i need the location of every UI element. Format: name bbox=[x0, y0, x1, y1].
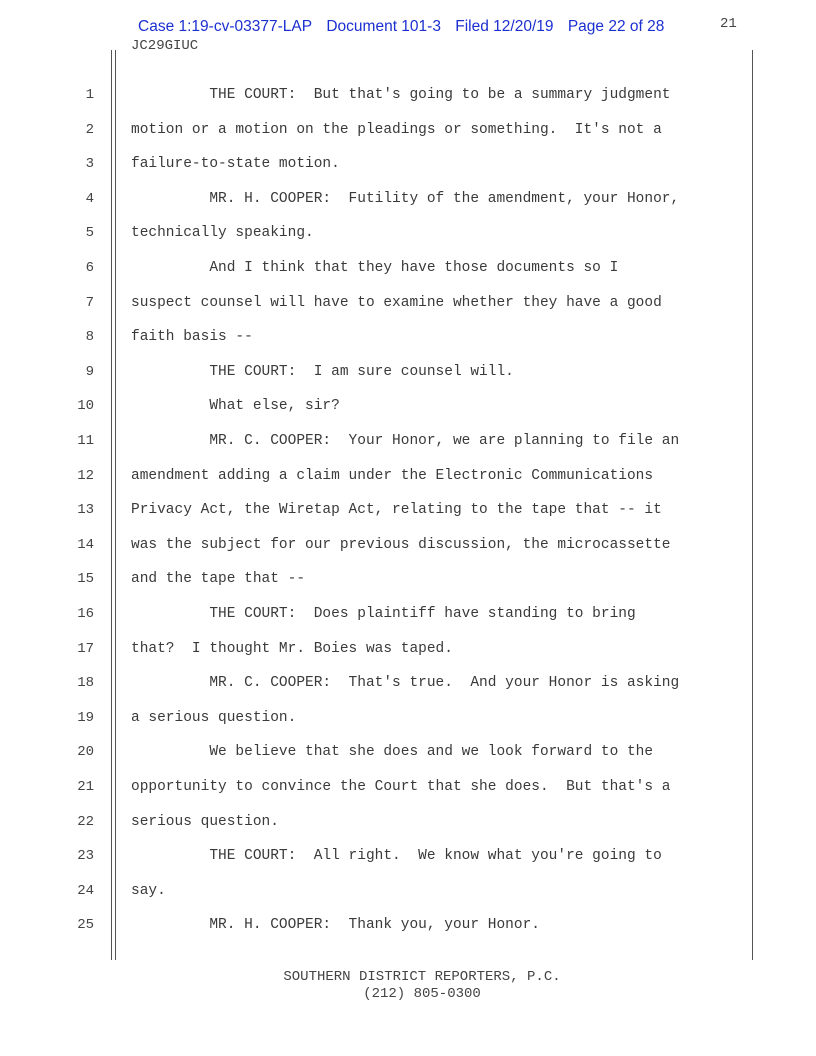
line-text: Privacy Act, the Wiretap Act, relating to the tape that -- it bbox=[131, 502, 662, 519]
line-text: say. bbox=[131, 882, 166, 899]
filed-date: Filed 12/20/19 bbox=[455, 18, 554, 35]
line-text: that? I thought Mr. Boies was taped. bbox=[131, 640, 453, 657]
line-text: And I think that they have those documents so I bbox=[131, 260, 619, 276]
left-margin-rule-inner bbox=[115, 50, 116, 960]
line-text: MR. C. COOPER: That's true. And your Honor is asking bbox=[131, 675, 680, 692]
line-text: We believe that she does and we look forward to the bbox=[131, 744, 654, 761]
line-number: 1 bbox=[85, 87, 94, 103]
line-number: 20 bbox=[77, 744, 94, 761]
line-number: 5 bbox=[85, 225, 94, 242]
case-number: Case 1:19-cv-03377-LAP bbox=[138, 18, 313, 35]
line-number: 12 bbox=[77, 467, 94, 484]
line-text: faith basis -- bbox=[131, 329, 253, 346]
line-number: 13 bbox=[77, 502, 94, 519]
line-text: opportunity to convince the Court that she does. But that's a bbox=[131, 779, 671, 795]
reporter-name: SOUTHERN DISTRICT REPORTERS, P.C. bbox=[283, 969, 561, 985]
line-number: 8 bbox=[85, 329, 94, 346]
line-text: THE COURT: Does plaintiff have standing to bring bbox=[131, 606, 636, 622]
line-text: MR. H. COOPER: Futility of the amendment, your Honor, bbox=[131, 190, 680, 207]
line-text: THE COURT: I am sure counsel will. bbox=[131, 363, 514, 380]
line-number: 15 bbox=[77, 571, 94, 588]
line-number: 2 bbox=[85, 121, 94, 138]
line-number: 4 bbox=[85, 190, 94, 207]
line-text: failure-to-state motion. bbox=[131, 156, 340, 173]
case-code: JC29GIUC bbox=[131, 38, 199, 54]
line-number: 23 bbox=[77, 848, 94, 865]
document-number: Document 101-3 bbox=[326, 18, 441, 35]
line-text: was the subject for our previous discussion, the microcassette bbox=[131, 536, 671, 553]
line-text: What else, sir? bbox=[131, 398, 340, 415]
page-of: Page 22 of 28 bbox=[567, 18, 665, 35]
line-text: THE COURT: All right. We know what you're going to bbox=[131, 848, 662, 865]
line-text: amendment adding a claim under the Electronic Communications bbox=[131, 467, 654, 484]
line-text: motion or a motion on the pleadings or something. It's not a bbox=[131, 121, 662, 138]
line-number: 6 bbox=[85, 260, 94, 276]
line-number: 17 bbox=[77, 640, 94, 657]
line-number: 16 bbox=[77, 606, 94, 622]
page-number: 21 bbox=[720, 16, 737, 32]
right-margin-rule bbox=[752, 50, 753, 960]
line-text: technically speaking. bbox=[131, 225, 314, 242]
line-number: 22 bbox=[77, 813, 94, 830]
line-number: 24 bbox=[77, 882, 94, 899]
line-text: THE COURT: But that's going to be a summary judgment bbox=[131, 87, 671, 103]
line-number: 19 bbox=[77, 709, 94, 726]
left-margin-rule bbox=[111, 50, 112, 960]
line-text: serious question. bbox=[131, 813, 279, 830]
line-number: 9 bbox=[85, 363, 94, 380]
line-number: 11 bbox=[77, 433, 94, 449]
line-number: 3 bbox=[85, 156, 94, 173]
line-text: suspect counsel will have to examine whether they have a good bbox=[131, 294, 662, 311]
line-number: 25 bbox=[77, 917, 94, 934]
line-text: a serious question. bbox=[131, 709, 297, 726]
reporter-phone: (212) 805-0300 bbox=[363, 986, 481, 1002]
line-number: 18 bbox=[77, 675, 94, 692]
line-text: MR. C. COOPER: Your Honor, we are planning to file an bbox=[131, 433, 680, 449]
line-text: MR. H. COOPER: Thank you, your Honor. bbox=[131, 917, 540, 934]
line-number: 14 bbox=[77, 536, 94, 553]
line-number: 10 bbox=[77, 398, 94, 415]
line-number: 7 bbox=[85, 294, 94, 311]
filing-stamp bbox=[138, 18, 664, 36]
line-number: 21 bbox=[77, 779, 94, 795]
line-text: and the tape that -- bbox=[131, 571, 306, 588]
